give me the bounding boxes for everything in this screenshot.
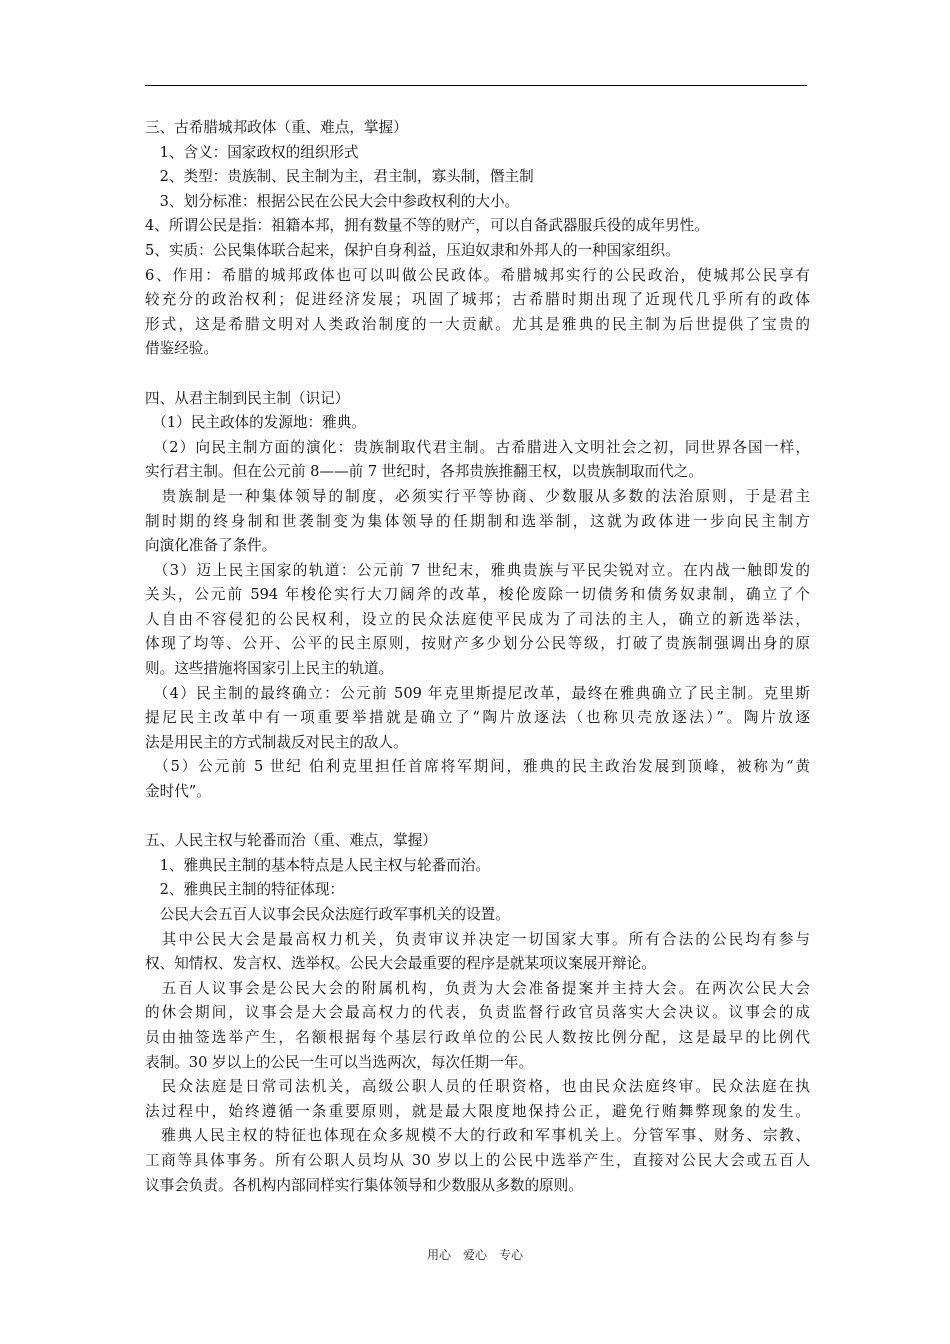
text-line: 法过程中，始终遵循一条重要原则，就是最大限度地保持公正，避免行贿舞弊现象的发生。 bbox=[145, 1102, 810, 1120]
text-line: 向演化准备了条件。 bbox=[145, 537, 277, 555]
section-heading: 五、人民主权与轮番而治（重、难点，掌握） bbox=[145, 832, 437, 850]
text-line: 贵族制是一种集体领导的制度，必须实行平等协商、少数服从多数的法治原则，于是君主 bbox=[145, 487, 810, 505]
section-gap bbox=[145, 362, 810, 387]
text-line: 员由抽签选举产生，名额根据每个基层行政单位的公民人数按比例分配，这是最早的比例代 bbox=[145, 1028, 810, 1046]
text-line: （4）民主制的最终确立：公元前 509 年克里斯提尼改革，最终在雅典确立了民主制。克里斯 bbox=[145, 684, 810, 702]
text-line: 1、雅典民主制的基本特点是人民主权与轮番而治。 bbox=[145, 856, 490, 874]
section-gap bbox=[145, 805, 810, 830]
section-monarchy-to-democracy bbox=[145, 387, 810, 805]
text-line: 实行君主制。但在公元前 8——前 7 世纪时，各邦贵族推翻王权，以贵族制取而代之。 bbox=[145, 463, 703, 481]
text-line: 2、雅典民主制的特征体现： bbox=[145, 881, 345, 899]
text-line: 工商等具体事务。所有公职人员均从 30 岁以上的公民中选举产生，直接对公民大会或五百人 bbox=[145, 1151, 810, 1169]
text-line: （3）迈上民主国家的轨道：公元前 7 世纪末，雅典贵族与平民尖锐对立。在内战一触即发的 bbox=[145, 561, 810, 579]
text-line: （5）公元前 5 世纪 伯利克里担任首席将军期间，雅典的民主政治发展到顶峰，被称为“黄 bbox=[145, 758, 810, 776]
text-line: 关头，公元前 594 年梭伦实行大刀阔斧的改革，梭伦废除一切债务和债务奴隶制，确立了个 bbox=[145, 586, 810, 604]
section-heading: 三、古希腊城邦政体（重、难点，掌握） bbox=[145, 119, 408, 136]
text-line: 其中公民大会是最高权力机关，负责审议并决定一切国家大事。所有合法的公民均有参与 bbox=[145, 930, 810, 948]
text-line: 1、含义：国家政权的组织形式 bbox=[145, 143, 359, 161]
text-line: 权、知情权、发言权、选举权。公民大会最重要的程序是就某项议案展开辩论。 bbox=[145, 955, 656, 973]
text-line: （1）民主政体的发源地：雅典。 bbox=[145, 414, 366, 432]
document-body bbox=[145, 116, 810, 1198]
text-line: 人自由不容侵犯的公民权利，设立的民众法庭使平民成为了司法的主人，确立的新选举法， bbox=[145, 610, 810, 628]
text-line: 的休会期间，议事会是大会最高权力的代表，负责监督行政官员落实大会决议。议事会的成 bbox=[145, 1004, 810, 1022]
page-footer: 用心 爱心 专心 bbox=[426, 1248, 523, 1262]
text-line: 5、实质：公民集体联合起来，保护自身利益，压迫奴隶和外邦人的一种国家组织。 bbox=[145, 241, 680, 259]
text-line: 金时代”。 bbox=[145, 783, 211, 801]
text-line: 提尼民主改革中有一项重要举措就是确立了“陶片放逐法（也称贝壳放逐法）”。陶片放逐 bbox=[145, 709, 810, 727]
text-line: 雅典人民主权的特征也体现在众多规模不大的行政和军事机关上。分管军事、财务、宗教、 bbox=[145, 1127, 810, 1145]
section-popular-sovereignty bbox=[145, 829, 810, 1198]
text-line: 法是用民主的方式制裁反对民主的敌人。 bbox=[145, 733, 408, 751]
text-line: 2、类型：贵族制、民主制为主，君主制，寡头制，僭主制 bbox=[145, 168, 534, 186]
text-line: 体现了均等、公开、公平的民主原则，按财产多少划分公民等级，打破了贵族制强调出身的原 bbox=[145, 635, 810, 653]
header-rule bbox=[145, 85, 807, 86]
text-line: 议事会负责。各机构内部同样实行集体领导和少数服从多数的原则。 bbox=[145, 1176, 583, 1194]
section-greek-polis bbox=[145, 116, 810, 362]
text-line: 则。这些措施将国家引上民主的轨道。 bbox=[145, 660, 394, 678]
text-line: 6、作用：希腊的城邦政体也可以叫做公民政体。希腊城邦实行的公民政治，使城邦公民享有 bbox=[145, 266, 810, 284]
text-line: 民众法庭是日常司法机关，高级公职人员的任职资格，也由民众法庭终审。民众法庭在执 bbox=[145, 1078, 810, 1096]
text-line: 借鉴经验。 bbox=[145, 340, 218, 358]
section-heading: 四、从君主制到民主制（识记） bbox=[145, 389, 350, 407]
text-line: 3、划分标准：根据公民在公民大会中参政权利的大小。 bbox=[145, 192, 520, 210]
text-line: 五百人议事会是公民大会的附属机构，负责为大会准备提案并主持大会。在两次公民大会 bbox=[145, 979, 810, 997]
text-line: 表制。30 岁以上的公民一生可以当选两次，每次任期一年。 bbox=[145, 1053, 534, 1071]
text-line: 4、所谓公民是指：祖籍本邦，拥有数量不等的财产，可以自备武器服兵役的成年男性。 bbox=[145, 217, 709, 235]
text-line: （2）向民主制方面的演化：贵族制取代君主制。古希腊进入文明社会之初，同世界各国一样， bbox=[145, 438, 810, 456]
text-line: 制时期的终身制和世袭制变为集体领导的任期制和选举制，这就为政体进一步向民主制方 bbox=[145, 512, 810, 530]
text-line: 公民大会五百人议事会民众法庭行政军事机关的设置。 bbox=[145, 906, 510, 923]
text-line: 形式，这是希腊文明对人类政治制度的一大贡献。尤其是雅典的民主制为后世提供了宝贵的 bbox=[145, 315, 810, 333]
text-line: 较充分的政治权利；促进经济发展；巩固了城邦；古希腊时期出现了近现代几乎所有的政体 bbox=[145, 291, 810, 309]
